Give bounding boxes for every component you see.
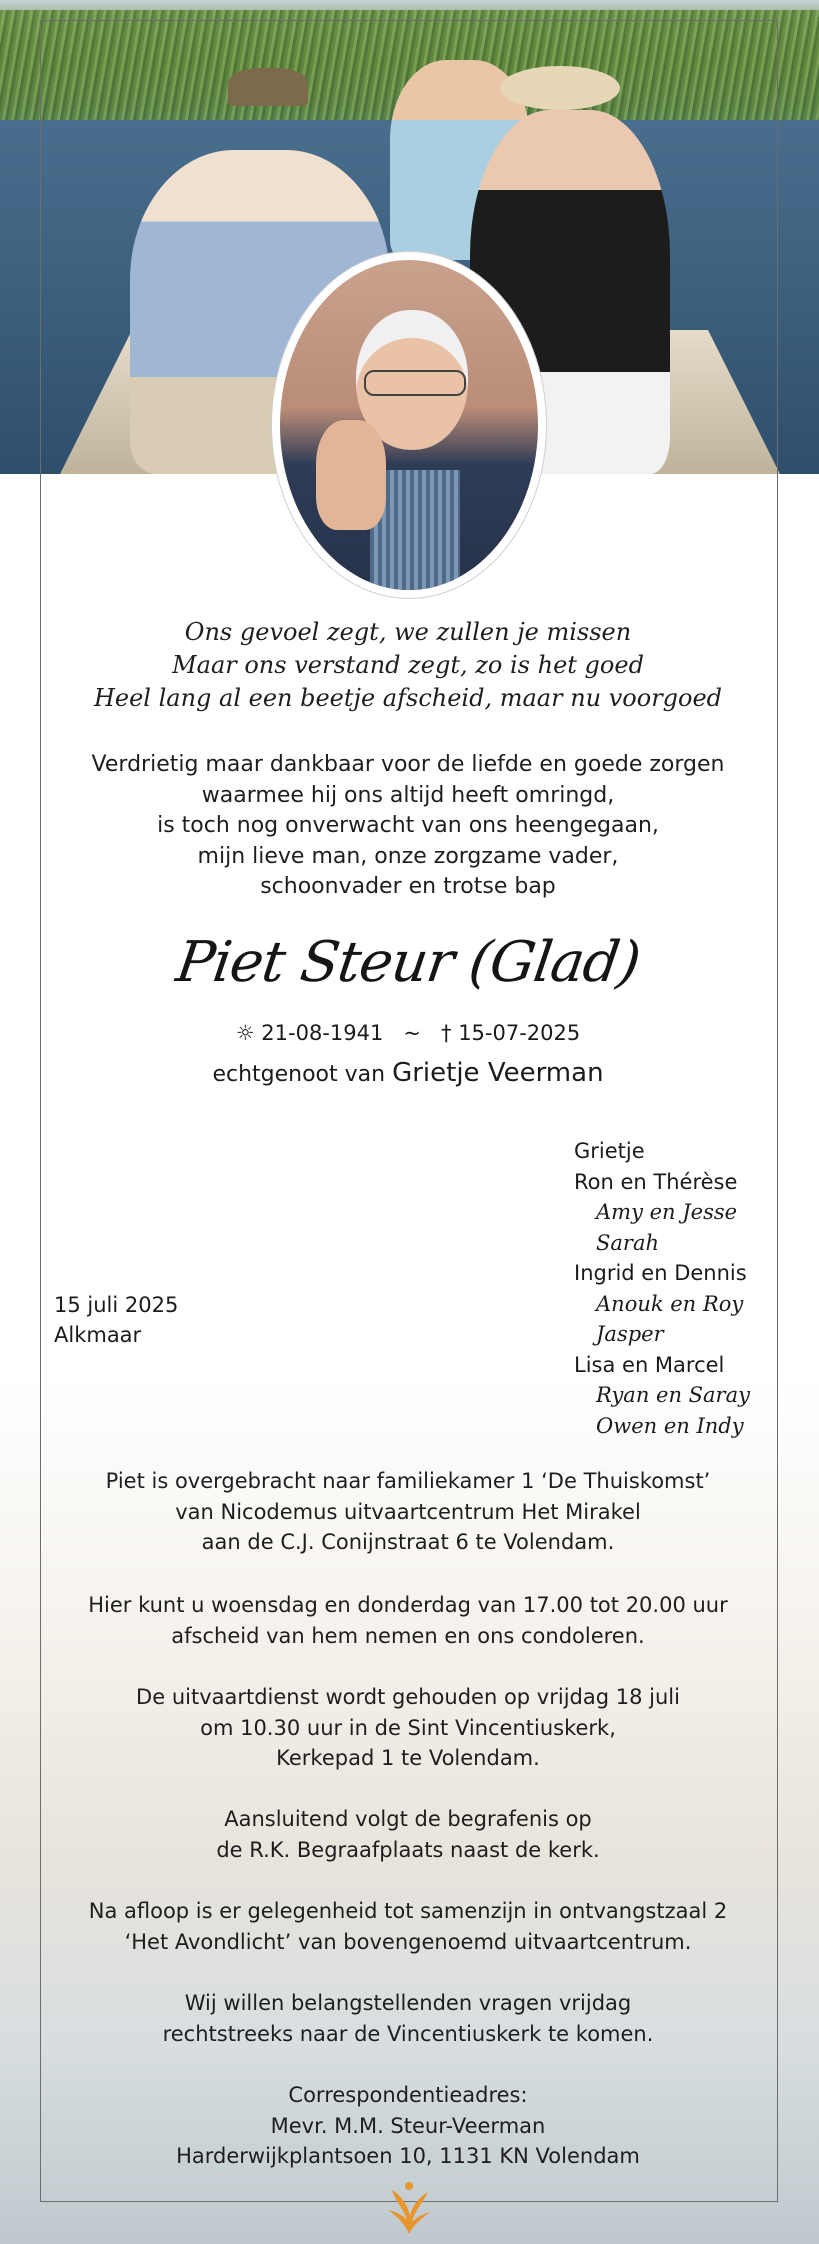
portrait-glasses <box>364 370 466 396</box>
poem-line: Maar ons verstand zegt, zo is het goed <box>172 651 644 679</box>
date-separator: ~ <box>403 1021 421 1045</box>
deceased-name: Piet Steur (Glad) <box>172 930 644 995</box>
spouse-name: Grietje Veerman <box>392 1058 604 1088</box>
correspondence-address <box>40 2080 776 2172</box>
family-grandchild: Amy en Jesse <box>596 1200 738 1224</box>
family-grandchild: Anouk en Roy <box>596 1291 744 1316</box>
paragraph-line: aan de C.J. Conijnstraat 6 te Volendam. <box>201 1530 615 1554</box>
poem-line: Heel lang al een beetje afscheid, maar nu voorgoed <box>93 684 723 712</box>
family-list <box>574 1136 750 1441</box>
address-heading: Correspondentieadres: <box>288 2083 528 2107</box>
paragraph-line: Kerkepad 1 te Volendam. <box>276 1746 540 1770</box>
portrait-oval <box>272 252 546 598</box>
spouse-prefix: echtgenoot van <box>212 1062 386 1087</box>
paragraph-line: rechtstreeks naar de Vincentiuskerk te komen. <box>162 2021 654 2046</box>
announcement-intro <box>40 750 776 903</box>
paragraph-line: Piet is overgebracht naar familiekamer 1 ‘De Thuiskomst’ <box>105 1469 711 1493</box>
cross-icon: † <box>441 1021 452 1045</box>
paragraph-service <box>40 1682 776 1774</box>
paragraph-line: de R.K. Begraafplaats naast de kerk. <box>216 1837 600 1862</box>
family-spouse: Grietje <box>574 1139 645 1163</box>
paragraph-line: afscheid van hem nemen en ons condoleren. <box>171 1623 645 1648</box>
paragraph-line: van Nicodemus uitvaartcentrum Het Mirakel <box>175 1499 641 1524</box>
family-child: Lisa en Marcel <box>574 1352 725 1377</box>
family-grandchild: Sarah <box>596 1230 659 1255</box>
family-child: Ron en Thérèse <box>574 1169 738 1194</box>
portrait-thumbs-up <box>316 420 386 530</box>
paragraph-location <box>40 1466 776 1558</box>
announcement-date: 15 juli 2025 <box>54 1293 179 1317</box>
address-name: Mevr. M.M. Steur-Veerman <box>270 2113 546 2138</box>
paragraph-line: Hier kunt u woensdag en donderdag van 17.00 tot 20.00 uur <box>88 1593 728 1617</box>
poem <box>40 616 776 715</box>
paragraph-line: ‘Het Avondlicht’ van bovengenoemd uitvaartcentrum. <box>124 1929 692 1954</box>
paragraph-visiting <box>40 1590 776 1651</box>
intro-line: schoonvader en trotse bap <box>260 874 556 899</box>
intro-line: waarmee hij ons altijd heeft omringd, <box>201 782 615 808</box>
intro-line: is toch nog onverwacht van ons heengegaan, <box>157 813 659 838</box>
death-date: 15-07-2025 <box>458 1021 581 1045</box>
family-child: Ingrid en Dennis <box>574 1261 747 1285</box>
paragraph-line: Wij willen belangstellenden vragen vrijdag <box>184 1991 632 2015</box>
paragraph-burial <box>40 1804 776 1865</box>
address-street: Harderwijkplantsoen 10, 1131 KN Volendam <box>176 2144 640 2168</box>
announcement-place: Alkmaar <box>54 1323 142 1347</box>
phoenix-logo-icon <box>384 2176 434 2238</box>
sun-icon: ☼ <box>235 1021 255 1045</box>
paragraph-line: om 10.30 uur in de Sint Vincentiuskerk, <box>200 1715 616 1740</box>
family-grandchild: Jasper <box>596 1322 664 1346</box>
paragraph-line: Aansluitend volgt de begrafenis op <box>224 1807 592 1831</box>
poem-line: Ons gevoel zegt, we zullen je missen <box>184 618 632 646</box>
life-dates <box>40 1018 776 1048</box>
birth-date: 21-08-1941 <box>261 1021 384 1045</box>
spouse-line <box>40 1056 776 1092</box>
paragraph-gathering <box>40 1896 776 1957</box>
family-grandchild: Ryan en Saray <box>596 1383 750 1407</box>
paragraph-line: De uitvaartdienst wordt gehouden op vrijdag 18 juli <box>136 1685 680 1709</box>
intro-line: mijn lieve man, onze zorgzame vader, <box>197 843 619 869</box>
paragraph-line: Na afloop is er gelegenheid tot samenzijn in ontvangstzaal 2 <box>88 1899 728 1923</box>
family-grandchild: Owen en Indy <box>596 1413 744 1438</box>
portrait-photo <box>280 260 538 590</box>
intro-line: Verdrietig maar dankbaar voor de liefde en goede zorgen <box>91 752 725 777</box>
paragraph-request <box>40 1988 776 2049</box>
place-date <box>54 1290 178 1350</box>
